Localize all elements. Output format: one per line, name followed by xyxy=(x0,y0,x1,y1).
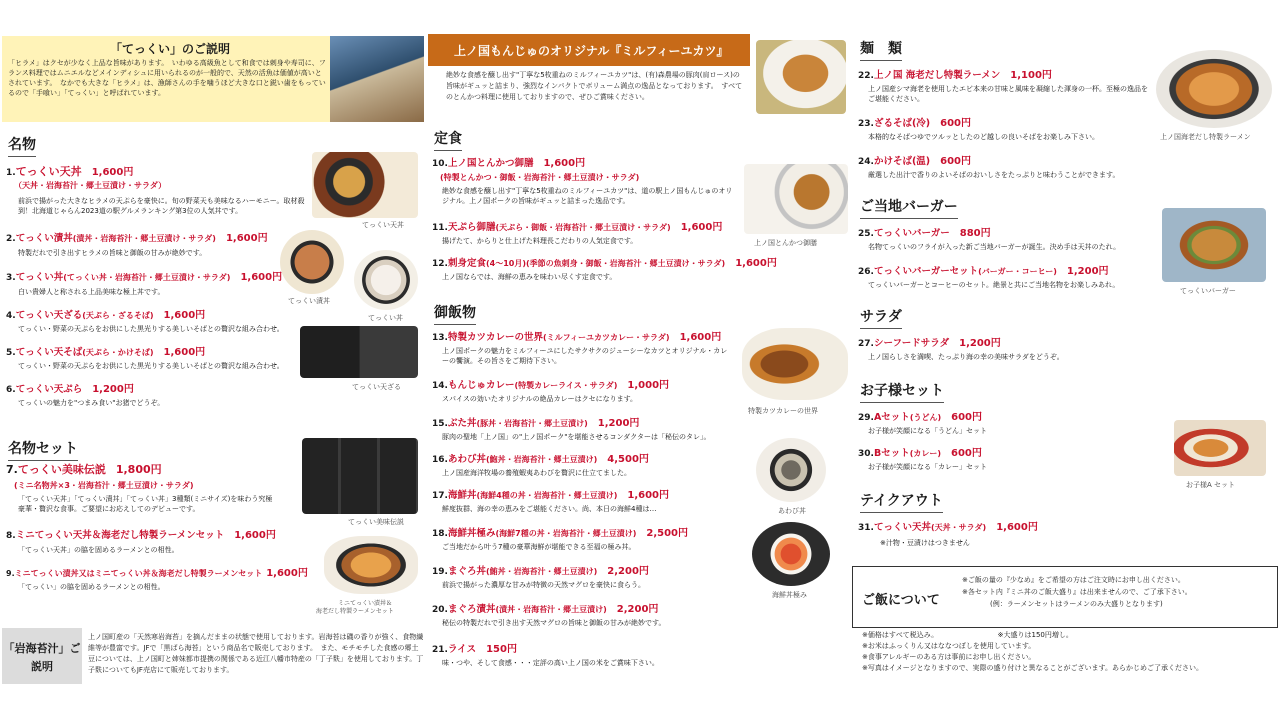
menu-item-7[interactable]: 7.てっくい美味伝説 1,800円 xyxy=(6,463,162,476)
menu-item-7-sub: (ミニ名物丼×3・岩海苔汁・郷土豆漬け・サラダ) xyxy=(14,481,194,490)
photo-tekkui-bimi-densetsu xyxy=(302,438,418,514)
photo-tekkui-tendon xyxy=(312,152,418,218)
caption-katsu-curry: 特製カツカレーの世界 xyxy=(748,407,818,415)
photo-ramen-set xyxy=(324,536,418,594)
menu-item-2-desc: 特製だれで引き出すヒラメの旨味と御飯の甘みが絶妙です。 xyxy=(18,249,207,257)
menu-item-18-desc: ご当地だから叶う7種の豪華海鮮が堪能できる至福の極み丼。 xyxy=(442,543,636,551)
menu-item-13[interactable]: 13.特製カツカレーの世界(ミルフィーユカツカレー・サラダ) 1,600円 xyxy=(432,332,722,343)
menu-item-30[interactable]: 30.Bセット(カレー) 600円 xyxy=(858,448,982,459)
section-title-kids: お子様セット xyxy=(860,380,944,403)
photo-kaisendon-kiwami xyxy=(752,522,830,586)
rice-info-line-2: ※各セット内『ミニ丼のご飯大盛り』は出来ませんので、ご了承下さい。 xyxy=(962,588,1192,596)
fisherman-photo xyxy=(330,36,424,122)
menu-item-20[interactable]: 20.まぐろ漬丼(漬丼・岩海苔汁・郷土豆漬け) 2,200円 xyxy=(432,604,659,615)
footnote-3: ※食事アレルギーのある方は事前にお申し出ください。 xyxy=(862,653,1036,661)
menu-item-6[interactable]: 6.てっくい天ぷら 1,200円 xyxy=(6,384,134,395)
menu-item-14-desc: スパイスの効いたオリジナルの絶品カレーはクセになります。 xyxy=(442,395,638,403)
rice-info-text xyxy=(962,574,1274,610)
caption-tekkui-don: てっくい丼 xyxy=(368,314,403,322)
menu-item-23-desc: 本格的なそばつゆでツルッとしたのど越しの良いそばをお楽しみ下さい。 xyxy=(868,133,1099,141)
intro-title: 「てっくい」のご説明 xyxy=(110,42,231,56)
menu-item-19-desc: 前浜で揚がった濃厚な甘みが特徴の天然マグロを豪快に食らう。 xyxy=(442,581,645,589)
photo-ebidashi-ramen xyxy=(1156,50,1272,128)
caption-tekkui-burger: てっくいバーガー xyxy=(1180,287,1236,295)
photo-kids-set xyxy=(1174,420,1266,476)
menu-item-16-desc: 上ノ国産海洋牧場の養殖蝦夷あわびを贅沢に仕立てました。 xyxy=(442,469,631,477)
caption-kaisendon-kiwami: 海鮮丼極み xyxy=(772,591,807,599)
menu-item-17[interactable]: 17.海鮮丼(海鮮4種の丼・岩海苔汁・郷土豆漬け) 1,600円 xyxy=(432,490,669,501)
caption-tekkui-bimi-densetsu: てっくい美味伝説 xyxy=(348,518,404,526)
menu-item-12[interactable]: 12.刺身定食(4〜10月)(季節の魚刺身・御飯・岩海苔汁・郷土豆漬け・サラダ) 1,600円 xyxy=(432,258,777,269)
mille-feuille-katsu-photo xyxy=(756,40,846,114)
caption-tekkui-tendon: てっくい天丼 xyxy=(362,221,404,229)
section-title-burger: ご当地バーガー xyxy=(860,196,958,219)
photo-awabi-don xyxy=(756,438,826,502)
menu-item-22-desc: 上ノ国産シマ海老を使用したエビ本来の甘味と風味を凝縮した渾身の一杯。至極の逸品をご堪能ください。 xyxy=(868,85,1148,103)
section-title-salad: サラダ xyxy=(860,306,902,329)
menu-item-30-desc: お子様が笑顔になる「カレー」セット xyxy=(868,463,987,471)
footnotes xyxy=(862,630,1276,674)
footnote-4: ※写真はイメージとなりますので、実際の盛り付けと異なることがございます。あらかじめご了承ください。 xyxy=(862,664,1203,672)
menu-item-11-desc: 揚げたて、からりと仕上げた料理長こだわりの人気定食です。 xyxy=(442,237,638,245)
menu-item-26-desc: てっくいバーガーとコーヒーのセット。絶景と共にご当地名物をお楽しみあれ。 xyxy=(868,281,1120,289)
section-title-takeout: テイクアウト xyxy=(860,490,943,513)
menu-item-13-desc: 上ノ国ポークの魅力をミルフィーユにしたサクサクのジューシーなカツとオリジナル・カレーの饗演。その旨さをご期待下さい。 xyxy=(442,347,728,365)
menu-item-8[interactable]: 8.ミニてっくい天丼＆海老だし特製ラーメンセット 1,600円 xyxy=(6,530,276,541)
menu-item-4[interactable]: 4.てっくい天ざる(天ぷら・ざるそば) 1,600円 xyxy=(6,310,206,321)
menu-item-17-desc: 鮮度抜群、海の幸の恵みをご堪能ください。尚、本日の海鮮4種は… xyxy=(442,505,657,513)
footnote-1: ※価格はすべて税込み。 ※大盛りは150円増し。 xyxy=(862,631,1073,639)
caption-tonkatsu-gozen: 上ノ国とんかつ御膳 xyxy=(754,239,817,247)
menu-item-25-desc: 名物てっくいのフライが入った新ご当地バーガーが誕生。決め手は天丼のたれ。 xyxy=(868,243,1121,251)
menu-item-20-desc: 秘伝の特製だれで引き出す天然マグロの旨味と御飯の甘みが絶妙です。 xyxy=(442,619,666,627)
menu-item-10-desc: 絶妙な食感を醸し出す"丁寧な5枚重ねのミルフィーユカツ"は、道の駅上ノ国もんじゅのオリジナル。上ノ国ポークの旨味がギュッと詰まった逸品です。 xyxy=(442,187,733,205)
menu-item-8-desc: 「てっくい天丼」の脇を固めるラーメンとの相性。 xyxy=(18,546,179,554)
menu-item-27[interactable]: 27.シーフードサラダ 1,200円 xyxy=(858,338,1001,349)
photo-tekkui-don xyxy=(354,250,418,310)
intro-text: 「ヒラメ」はクセが少なく上品な旨味があります。 いわゆる高級魚として和食では刺身や寿司に、フランス料理ではムニエルなどメインディシュに用いられるのが一般的で、天然の活魚は価値が高いとされています。 なかでも大きな「ヒラメ」は、漁師さんの手を噛うほど大きな口と鋭い歯をもっているので「手喰い」「てっくい」と呼ばれています。 xyxy=(8,59,326,97)
menu-item-1[interactable]: 1.てっくい天丼 1,600円 xyxy=(6,165,134,178)
rice-info-line-1: ※ご飯の量の『少なめ』をご希望の方はご注文時にお申し出ください。 xyxy=(962,576,1185,584)
caption-tekkui-zukedon: てっくい漬丼 xyxy=(288,297,330,305)
section-title-meibutsu-set: 名物セット xyxy=(8,438,78,461)
menu-item-16[interactable]: 16.あわび丼(鮑丼・岩海苔汁・郷土豆漬け) 4,500円 xyxy=(432,454,649,465)
menu-item-5-desc: てっくい・野菜の天ぷらをお供にした黒光りする美しいそばとの贅沢な組み合わせ。 xyxy=(18,362,284,370)
menu-item-2[interactable]: 2.てっくい漬丼(漬丼・岩海苔汁・郷土豆漬け・サラダ) 1,600円 xyxy=(6,233,268,244)
menu-item-29[interactable]: 29.Aセット(うどん) 600円 xyxy=(858,412,982,423)
photo-katsu-curry xyxy=(742,328,848,400)
photo-tekkui-tenzaru xyxy=(300,326,418,378)
caption-ramen-set-2: 海老だし特製ラーメンセット xyxy=(316,608,394,615)
menu-item-11[interactable]: 11.天ぷら御膳(天ぷら・御飯・岩海苔汁・郷土豆漬け・サラダ) 1,600円 xyxy=(432,222,723,233)
menu-item-24[interactable]: 24.かけそば(温) 600円 xyxy=(858,156,972,167)
menu-item-25[interactable]: 25.てっくいバーガー 880円 xyxy=(858,228,991,239)
menu-item-23[interactable]: 23.ざるそば(冷) 600円 xyxy=(858,118,972,129)
menu-item-29-desc: お子様が笑顔になる「うどん」セット xyxy=(868,427,987,435)
rice-info-title: ご飯について xyxy=(862,593,940,608)
menu-item-3-desc: 白い貴婦人と称される上品美味な極上丼です。 xyxy=(18,288,165,296)
menu-item-24-desc: 厳選した出汁で香りのよいそばのおいしさをたっぷりと味わうことができます。 xyxy=(868,171,1120,179)
mille-feuille-katsu-text: 絶妙な食感を醸し出す"丁寧な5枚重ねのミルフィーユカツ"は、(有)森農場の豚肉(肩ロース)の旨味がギュッと詰まり、強烈なインパクトでボリューム満点の逸品となっております。 すべてのとんかつ料理に使用しておりますので、ぜひご賞味ください。 xyxy=(446,71,743,101)
photo-tonkatsu-gozen xyxy=(744,164,848,234)
menu-item-10-sub: (特製とんかつ・御飯・岩海苔汁・郷土豆漬け・サラダ) xyxy=(440,173,640,182)
section-title-gohan: 御飯物 xyxy=(434,302,476,325)
menu-item-3[interactable]: 3.てっくい丼(てっくい丼・岩海苔汁・郷土豆漬け・サラダ) 1,600円 xyxy=(6,272,283,283)
section-title-teishoku: 定食 xyxy=(434,128,462,151)
menu-item-15-desc: 豚肉の聖地「上ノ国」の"上ノ国ポーク"を堪能させるコンダクターは「秘伝のタレ」。 xyxy=(442,433,711,441)
menu-item-31[interactable]: 31.てっくい天丼(天丼・サラダ) 1,600円 xyxy=(858,522,1038,533)
menu-item-5[interactable]: 5.てっくい天そば(天ぷら・かけそば) 1,600円 xyxy=(6,347,206,358)
menu-item-26[interactable]: 26.てっくいバーガーセット(バーガー・コーヒー) 1,200円 xyxy=(858,266,1109,277)
menu-item-4-desc: てっくい・野菜の天ぷらをお供にした黒光りする美しいそばとの贅沢な組み合わせ。 xyxy=(18,325,284,333)
menu-item-9[interactable]: 9.ミニてっくい漬丼又はミニてっくい丼＆海老だし特製ラーメンセット 1,600円 xyxy=(6,568,308,579)
section-title-meibutsu: 名物 xyxy=(8,134,36,157)
iwanori-text: 上ノ国町産の「天然寒岩海苔」を摘んだままの状態で使用しております。岩海苔は磯の香りが強く、食物繊維等が豊富です。JFで「黒ばら海苔」という商品名で販売しております。 また、モチモチした食感の郷土豆については、上ノ国町と姉妹都市提携の関係である近江八幡市特産の「丁子麩」を使用しております。丁子麩についてもJF売店にて販売しております。 xyxy=(88,633,424,674)
menu-item-18[interactable]: 18.海鮮丼極み(海鮮7種の丼・岩海苔汁・郷土豆漬け) 2,500円 xyxy=(432,528,688,539)
photo-tekkui-burger xyxy=(1162,208,1266,282)
menu-item-12-desc: 上ノ国ならでは、海鮮の恵みを味わい尽くす定食です。 xyxy=(442,273,617,281)
menu-item-1-desc: 前浜で揚がった大きなヒラメの天ぷらを豪快に。旬の野菜天も美味なるハーモニー。取材殺到！北海道じゃらん2023道の駅グルメランキング第3位の人気丼です。 xyxy=(18,197,305,215)
caption-ebidashi-ramen: 上ノ国海老だし特製ラーメン xyxy=(1160,133,1251,141)
menu-item-14[interactable]: 14.もんじゅカレー(特製カレーライス・サラダ) 1,000円 xyxy=(432,380,670,391)
menu-item-22[interactable]: 22.上ノ国 海老だし特製ラーメン 1,100円 xyxy=(858,70,1052,81)
menu-item-1-sub: （天丼・岩海苔汁・郷土豆漬け・サラダ） xyxy=(14,181,167,190)
menu-item-31-desc: ※汁物・豆漬けはつきません xyxy=(880,539,970,547)
menu-item-9-desc: 「てっくい」の脇を固めるラーメンとの相性。 xyxy=(18,583,165,591)
menu-item-27-desc: 上ノ国らしさを満喫、たっぷり海の幸の美味サラダをどうぞ。 xyxy=(868,353,1064,361)
mille-feuille-katsu-banner: 上ノ国もんじゅのオリジナル『ミルフィーユカツ』 xyxy=(428,34,750,66)
caption-tekkui-tenzaru: てっくい天ざる xyxy=(352,383,401,391)
menu-item-7-desc: 「てっくい天丼」「てっくい漬丼」「てっくい丼」3種類(ミニサイズ)を味わう究極豪華・贅沢な食事。ご要望にお応えしてのデビューです。 xyxy=(18,495,273,513)
caption-kids-set: お子様A セット xyxy=(1186,481,1236,489)
menu-item-21[interactable]: 21.ライス 150円 xyxy=(432,644,517,655)
caption-awabi-don: あわび丼 xyxy=(778,507,806,515)
section-title-men: 麺 類 xyxy=(860,38,902,61)
menu-item-15[interactable]: 15.ぶた丼(豚丼・岩海苔汁・郷土豆漬け) 1,200円 xyxy=(432,418,640,429)
photo-tekkui-zukedon xyxy=(280,230,344,294)
caption-ramen-set-1: ミニてっくい漬丼＆ xyxy=(338,600,393,607)
menu-item-6-desc: てっくいの魅力を"つまみ食い"お猪でどうぞ。 xyxy=(18,399,165,407)
rice-info-line-3: (例：ラーメンセットはラーメンのみ大盛りとなります) xyxy=(990,600,1163,608)
footnote-2: ※お米はふっくりん又はななつぼしを使用しています。 xyxy=(862,642,1036,650)
iwanori-title-box: 「岩海苔汁」ご説明 xyxy=(2,628,82,684)
menu-item-21-desc: 味・つや、そして食感・・・定評の高い上ノ国の米をご賞味下さい。 xyxy=(442,659,659,667)
menu-item-19[interactable]: 19.まぐろ丼(鮪丼・岩海苔汁・郷土豆漬け) 2,200円 xyxy=(432,566,649,577)
menu-item-10[interactable]: 10.上ノ国とんかつ御膳 1,600円 xyxy=(432,158,586,169)
